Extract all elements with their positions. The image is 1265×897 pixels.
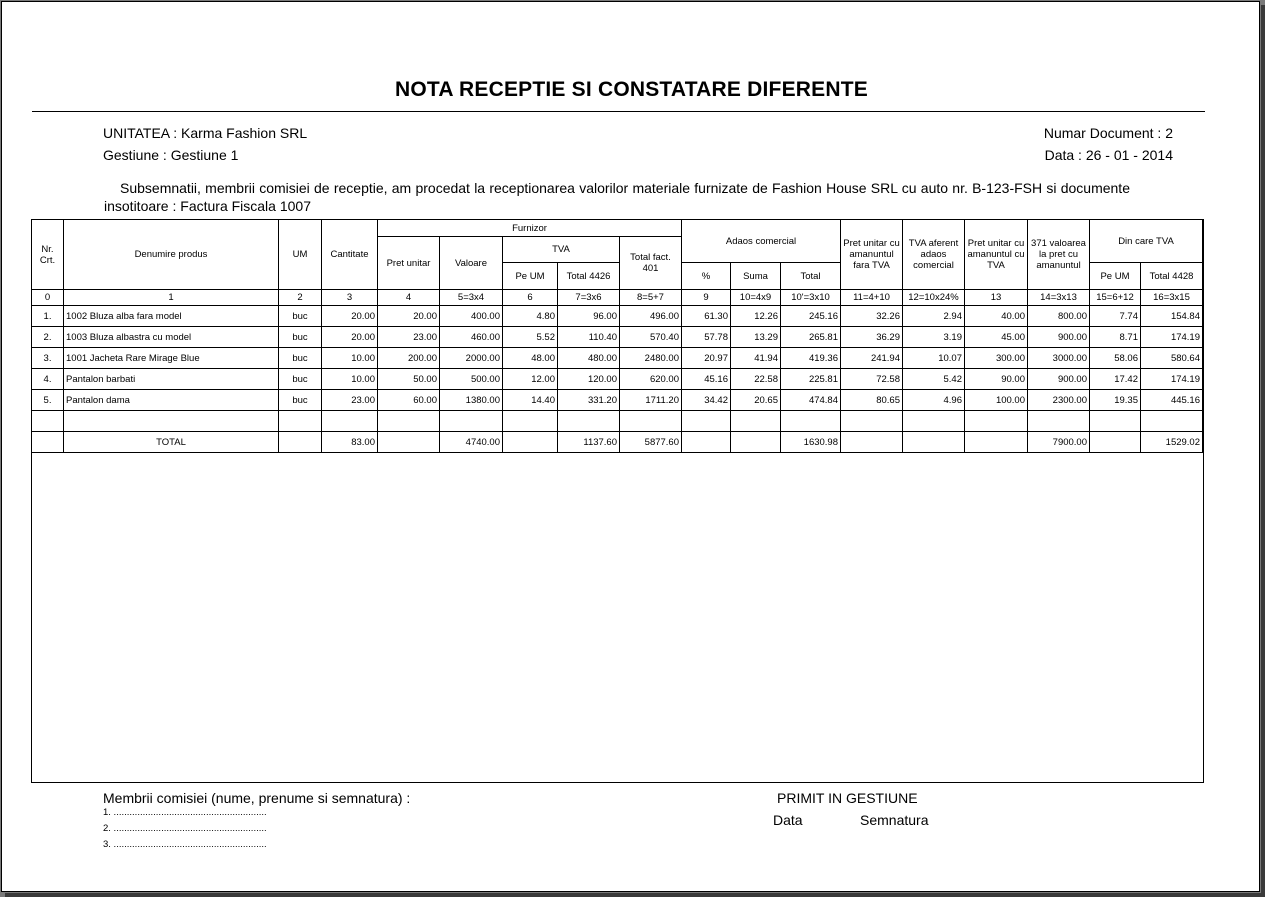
table-cell: 400.00	[440, 306, 503, 327]
table-cell: 10.07	[903, 348, 965, 369]
total-cell	[503, 432, 558, 453]
table-cell: 13.29	[731, 327, 781, 348]
table-cell: 23.00	[378, 327, 440, 348]
column-index-cell: 4	[378, 290, 440, 306]
total-cell: 1630.98	[781, 432, 841, 453]
header-din-care-tva: Din care TVA	[1090, 220, 1203, 263]
empty-cell	[279, 411, 322, 432]
table-cell: 480.00	[558, 348, 620, 369]
empty-cell	[1141, 411, 1203, 432]
column-index-cell: 1	[64, 290, 279, 306]
header-adaos-suma: Suma	[731, 263, 781, 290]
total-cell: 1529.02	[1141, 432, 1203, 453]
table-cell: 2.94	[903, 306, 965, 327]
table-cell: 20.65	[731, 390, 781, 411]
table-cell: 3.19	[903, 327, 965, 348]
column-index-cell: 11=4+10	[841, 290, 903, 306]
empty-cell	[841, 411, 903, 432]
total-cell	[731, 432, 781, 453]
header-adaos: Adaos comercial	[682, 220, 841, 263]
empty-cell	[322, 411, 378, 432]
table-cell: 1.	[32, 306, 64, 327]
table-cell: 800.00	[1028, 306, 1090, 327]
table-cell: 8.71	[1090, 327, 1141, 348]
table-cell: buc	[279, 390, 322, 411]
table-cell: 241.94	[841, 348, 903, 369]
empty-cell	[731, 411, 781, 432]
table-cell: 174.19	[1141, 327, 1203, 348]
table-cell: 100.00	[965, 390, 1028, 411]
table-cell: 12.26	[731, 306, 781, 327]
header-furnizor: Furnizor	[378, 220, 682, 237]
table-cell: 500.00	[440, 369, 503, 390]
empty-cell	[903, 411, 965, 432]
document-title: NOTA RECEPTIE SI CONSTATARE DIFERENTE	[395, 78, 868, 101]
received-signature-label: Semnatura	[860, 812, 929, 828]
table-cell: 1001 Jacheta Rare Mirage Blue	[64, 348, 279, 369]
header-pret-fara-tva: Pret unitar cu amanuntul fara TVA	[841, 220, 903, 290]
table-cell: 245.16	[781, 306, 841, 327]
total-cell: 4740.00	[440, 432, 503, 453]
table-row	[32, 327, 1203, 348]
total-cell: 1137.60	[558, 432, 620, 453]
total-cell	[841, 432, 903, 453]
received-date-label: Data	[773, 812, 803, 828]
header-total-4428: Total 4428	[1141, 263, 1203, 290]
table-cell: 48.00	[503, 348, 558, 369]
header-cantitate: Cantitate	[322, 220, 378, 290]
table-cell: 22.58	[731, 369, 781, 390]
total-cell: 7900.00	[1028, 432, 1090, 453]
empty-cell	[965, 411, 1028, 432]
table-cell: 41.94	[731, 348, 781, 369]
table-cell: 1711.20	[620, 390, 682, 411]
column-index-cell: 7=3x6	[558, 290, 620, 306]
table-cell: 45.00	[965, 327, 1028, 348]
column-index-cell: 0	[32, 290, 64, 306]
table-cell: 40.00	[965, 306, 1028, 327]
column-index-cell: 12=10x24%	[903, 290, 965, 306]
table-cell: 12.00	[503, 369, 558, 390]
column-index-cell: 10=4x9	[731, 290, 781, 306]
page-shadow-bottom	[5, 893, 1265, 897]
table-cell: 900.00	[1028, 327, 1090, 348]
table-cell: 34.42	[682, 390, 731, 411]
empty-cell	[1090, 411, 1141, 432]
column-index-cell: 10'=3x10	[781, 290, 841, 306]
header-valoare-371: 371 valoarea la pret cu amanuntul	[1028, 220, 1090, 290]
total-cell	[378, 432, 440, 453]
header-tva: TVA	[503, 237, 620, 263]
table-cell: 5.42	[903, 369, 965, 390]
column-index-cell: 15=6+12	[1090, 290, 1141, 306]
empty-cell	[1028, 411, 1090, 432]
signature-line-3: 3. ..........................................................	[103, 839, 267, 850]
table-cell: 3.	[32, 348, 64, 369]
table-cell: 58.06	[1090, 348, 1141, 369]
table-cell: 4.96	[903, 390, 965, 411]
header-pret-cu-tva: Pret unitar cu amanuntul cu TVA	[965, 220, 1028, 290]
reception-statement: Subsemnatii, membrii comisiei de receptie, am procedat la receptionarea valorilor materiale furnizate de Fashion House SRL cu auto nr. B-123-FSH si documente insotitoare : Factura Fiscala 1007	[104, 180, 1130, 214]
table-cell: 45.16	[682, 369, 731, 390]
table-cell: 620.00	[620, 369, 682, 390]
table-cell: 57.78	[682, 327, 731, 348]
table-cell: 19.35	[1090, 390, 1141, 411]
table-cell: 331.20	[558, 390, 620, 411]
total-cell	[903, 432, 965, 453]
empty-cell	[620, 411, 682, 432]
table-cell: 10.00	[322, 369, 378, 390]
table-cell: 4.	[32, 369, 64, 390]
table-row	[32, 390, 1203, 411]
column-index-cell: 5=3x4	[440, 290, 503, 306]
page-shadow-right	[1261, 5, 1265, 896]
empty-cell	[378, 411, 440, 432]
table-cell: 14.40	[503, 390, 558, 411]
total-cell	[965, 432, 1028, 453]
table-cell: 2300.00	[1028, 390, 1090, 411]
column-index-cell: 3	[322, 290, 378, 306]
table-cell: 174.19	[1141, 369, 1203, 390]
commission-label: Membrii comisiei (nume, prenume si semnatura) :	[103, 790, 411, 806]
header-tva-aferent: TVA aferent adaos comercial	[903, 220, 965, 290]
header-adaos-pct: %	[682, 263, 731, 290]
table-cell: Pantalon dama	[64, 390, 279, 411]
document-number: Numar Document : 2	[1043, 125, 1173, 141]
table-cell: 17.42	[1090, 369, 1141, 390]
table-cell: 72.58	[841, 369, 903, 390]
table-cell: 20.00	[378, 306, 440, 327]
empty-cell	[781, 411, 841, 432]
table-cell: 200.00	[378, 348, 440, 369]
table-cell: 36.29	[841, 327, 903, 348]
table-cell: 1003 Bluza albastra cu model	[64, 327, 279, 348]
table-cell: 300.00	[965, 348, 1028, 369]
empty-cell	[32, 411, 64, 432]
total-cell	[1090, 432, 1141, 453]
header-um: UM	[279, 220, 322, 290]
table-cell: 5.52	[503, 327, 558, 348]
table-cell: 580.64	[1141, 348, 1203, 369]
column-index-cell: 14=3x13	[1028, 290, 1090, 306]
table-cell: Pantalon barbati	[64, 369, 279, 390]
header-nr-crt: Nr. Crt.	[32, 220, 64, 290]
table-cell: 570.40	[620, 327, 682, 348]
header-total-4426: Total 4426	[558, 263, 620, 290]
header-total-fact: Total fact. 401	[620, 237, 682, 290]
signature-line-1: 1. ..........................................................	[103, 807, 267, 818]
total-cell	[682, 432, 731, 453]
table-cell: 7.74	[1090, 306, 1141, 327]
header-valoare: Valoare	[440, 237, 503, 290]
total-cell: TOTAL	[64, 432, 279, 453]
table-cell: 265.81	[781, 327, 841, 348]
received-label: PRIMIT IN GESTIUNE	[777, 790, 918, 806]
header-denumire: Denumire produs	[64, 220, 279, 290]
table-cell: 110.40	[558, 327, 620, 348]
table-cell: 20.97	[682, 348, 731, 369]
table-cell: 496.00	[620, 306, 682, 327]
empty-cell	[682, 411, 731, 432]
table-cell: 20.00	[322, 306, 378, 327]
table-cell: 80.65	[841, 390, 903, 411]
total-cell	[32, 432, 64, 453]
table-cell: 474.84	[781, 390, 841, 411]
table-cell: 1380.00	[440, 390, 503, 411]
table-row-empty	[32, 411, 1203, 432]
column-index-cell: 16=3x15	[1141, 290, 1203, 306]
table-cell: 90.00	[965, 369, 1028, 390]
table-cell: 61.30	[682, 306, 731, 327]
table-cell: 2000.00	[440, 348, 503, 369]
column-index-row	[32, 290, 1203, 306]
unit-label: UNITATEA : Karma Fashion SRL	[103, 125, 308, 141]
table-cell: 2.	[32, 327, 64, 348]
table-cell: 4.80	[503, 306, 558, 327]
column-index-cell: 8=5+7	[620, 290, 682, 306]
table-row	[32, 348, 1203, 369]
table-cell: 20.00	[322, 327, 378, 348]
title-divider	[32, 111, 1205, 112]
empty-cell	[558, 411, 620, 432]
table-cell: 1002 Bluza alba fara model	[64, 306, 279, 327]
table-cell: buc	[279, 306, 322, 327]
table-cell: 5.	[32, 390, 64, 411]
empty-cell	[64, 411, 279, 432]
empty-cell	[440, 411, 503, 432]
table-cell: 50.00	[378, 369, 440, 390]
header-adaos-total: Total	[781, 263, 841, 290]
total-cell: 83.00	[322, 432, 378, 453]
table-cell: 10.00	[322, 348, 378, 369]
table-cell: 154.84	[1141, 306, 1203, 327]
table-cell: 3000.00	[1028, 348, 1090, 369]
document-page	[1, 1, 1260, 892]
table-cell: buc	[279, 369, 322, 390]
empty-cell	[503, 411, 558, 432]
table-cell: 96.00	[558, 306, 620, 327]
signature-line-2: 2. ..........................................................	[103, 823, 267, 834]
column-index-cell: 13	[965, 290, 1028, 306]
table-cell: 120.00	[558, 369, 620, 390]
gestiune-label: Gestiune : Gestiune 1	[103, 147, 239, 163]
table-cell: 23.00	[322, 390, 378, 411]
reception-table	[31, 219, 1203, 453]
header-pret-unitar: Pret unitar	[378, 237, 440, 290]
table-total-row	[32, 432, 1203, 453]
table-cell: 2480.00	[620, 348, 682, 369]
column-index-cell: 2	[279, 290, 322, 306]
table-row	[32, 369, 1203, 390]
table-cell: 32.26	[841, 306, 903, 327]
table-cell: 900.00	[1028, 369, 1090, 390]
table-cell: buc	[279, 348, 322, 369]
total-cell	[279, 432, 322, 453]
header-tva-pe-um: Pe UM	[503, 263, 558, 290]
header-din-care-pe-um: Pe UM	[1090, 263, 1141, 290]
total-cell: 5877.60	[620, 432, 682, 453]
table-cell: 460.00	[440, 327, 503, 348]
table-cell: 225.81	[781, 369, 841, 390]
table-cell: buc	[279, 327, 322, 348]
column-index-cell: 9	[682, 290, 731, 306]
document-date: Data : 26 - 01 - 2014	[1044, 147, 1173, 163]
table-row	[32, 306, 1203, 327]
table-cell: 419.36	[781, 348, 841, 369]
column-index-cell: 6	[503, 290, 558, 306]
table-cell: 60.00	[378, 390, 440, 411]
table-cell: 445.16	[1141, 390, 1203, 411]
